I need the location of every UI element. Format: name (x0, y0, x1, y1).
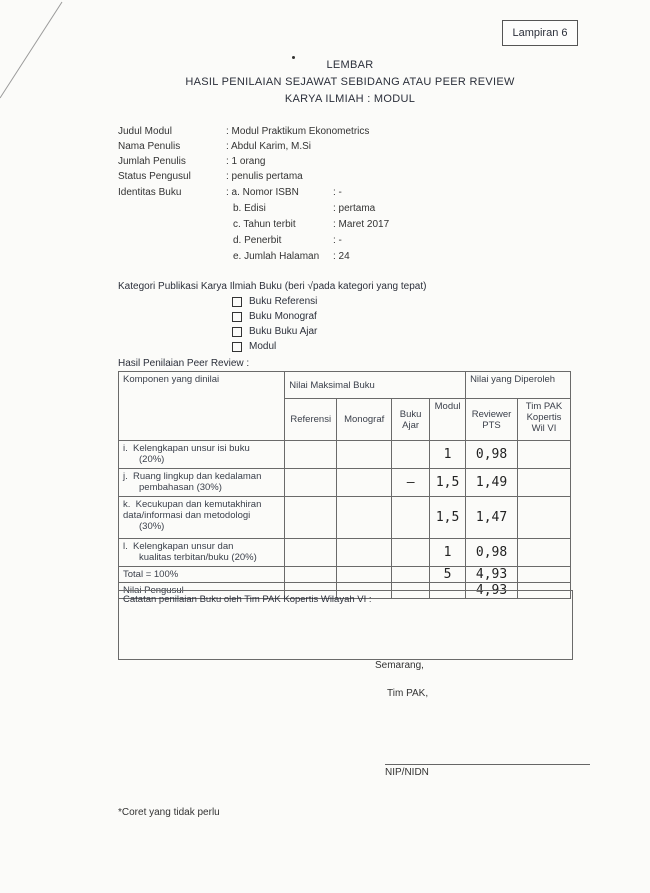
cell-reviewer: 0,98 (466, 441, 518, 469)
cell-buku-ajar (392, 497, 430, 539)
nilai-pengusul-label: Nilai Pengusul (119, 583, 285, 599)
header-modul: Modul (430, 399, 466, 441)
cell-referensi (285, 497, 337, 539)
checkbox-icon[interactable] (232, 342, 242, 352)
review-table (118, 371, 571, 599)
header-line-3: KARYA ILMIAH : MODUL (284, 93, 416, 105)
header-buku-ajar: Buku Ajar (392, 399, 430, 441)
nama-label: Nama Penulis (118, 141, 181, 152)
jumlah-label: Jumlah Penulis (118, 156, 186, 167)
cell-modul: 1,5 (430, 469, 466, 497)
row-number: l. (123, 541, 128, 552)
row-number: k. (123, 499, 131, 510)
scan-corner-fold (0, 0, 70, 100)
header-tim-pak: Tim PAK Kopertis Wil VI (518, 399, 571, 441)
tahun-label: c. Tahun terbit (233, 219, 296, 230)
catatan-box[interactable] (118, 590, 573, 660)
edisi-label: b. Edisi (233, 203, 266, 214)
cell-monograf (337, 469, 392, 497)
cell-tim-pak (518, 497, 571, 539)
nama-value: : Abdul Karim, M.Si (226, 141, 312, 152)
halaman-label: e. Jumlah Halaman (233, 251, 320, 262)
table-row (119, 441, 571, 469)
kategori-option-monograf[interactable] (232, 311, 317, 322)
cell-reviewer: 1,47 (466, 497, 518, 539)
penerbit-value: : - (333, 235, 342, 246)
row-text: Kelengkapan unsur dan (133, 541, 234, 552)
table-row (119, 539, 571, 567)
header-nilai-diperoleh: Nilai yang Diperoleh (466, 372, 571, 399)
row-percentage: (30%) (139, 521, 165, 532)
kategori-option-referensi[interactable] (232, 296, 317, 307)
option-label: Modul (249, 341, 277, 352)
header-komponen: Komponen yang dinilai (119, 372, 285, 441)
jumlah-value: : 1 orang (226, 156, 266, 167)
row-percentage: pembahasan (30%) (139, 482, 222, 493)
footnote: *Coret yang tidak perlu (118, 807, 220, 818)
isbn-label: : a. Nomor ISBN (226, 187, 299, 198)
lampiran-box: Lampiran 6 (502, 20, 578, 46)
checkbox-icon[interactable] (232, 297, 242, 307)
cell-buku-ajar (392, 539, 430, 567)
penerbit-label: d. Penerbit (233, 235, 282, 246)
nilai-pengusul-value: 4,93 (466, 583, 518, 599)
header-monograf: Monograf (337, 399, 392, 441)
checkbox-icon[interactable] (232, 312, 242, 322)
cell-reviewer: 1,49 (466, 469, 518, 497)
cell-tim-pak (518, 469, 571, 497)
cell-tim-pak (518, 567, 571, 583)
table-row (119, 497, 571, 539)
header-referensi: Referensi (285, 399, 337, 441)
cell-referensi (285, 469, 337, 497)
row-text: Kecukupan dan kemutakhiran data/informasi dan metodologi (123, 499, 262, 521)
cell-monograf (337, 441, 392, 469)
row-text: Ruang lingkup dan kedalaman (133, 471, 262, 482)
row-label (119, 469, 285, 497)
header-line-2: HASIL PENILAIAN SEJAWAT SEBIDANG ATAU PEER REVIEW (185, 76, 515, 88)
nip-label: NIP/NIDN (385, 767, 429, 778)
cell-monograf (337, 539, 392, 567)
catatan-label: Catatan penilaian Buku oleh Tim PAK Kopertis Wilayah VI : (123, 594, 372, 605)
table-row (119, 469, 571, 497)
signature-team: Tim PAK, (387, 688, 429, 699)
judul-label: Judul Modul (118, 126, 172, 137)
hasil-title: Hasil Penilaian Peer Review : (118, 358, 250, 369)
cell-monograf (337, 497, 392, 539)
cell-modul: 1 (430, 441, 466, 469)
header-nilai-maksimal: Nilai Maksimal Buku (285, 372, 466, 399)
total-reviewer: 4,93 (466, 567, 518, 583)
option-label: Buku Referensi (249, 296, 318, 307)
cell-buku-ajar: — (392, 469, 430, 497)
kategori-title: Kategori Publikasi Karya Ilmiah Buku (beri √pada kategori yang tepat) (118, 281, 427, 292)
row-label (119, 441, 285, 469)
header-reviewer: Reviewer PTS (466, 399, 518, 441)
kategori-option-modul[interactable] (232, 341, 276, 352)
cell-referensi (285, 441, 337, 469)
judul-value: : Modul Praktikum Ekonometrics (226, 126, 370, 137)
cell-buku-ajar (392, 567, 430, 583)
row-number: j. (123, 471, 128, 482)
option-label: Buku Buku Ajar (249, 326, 318, 337)
total-modul: 5 (430, 567, 466, 583)
kategori-option-buku-ajar[interactable] (232, 326, 317, 337)
option-label: Buku Monograf (249, 311, 317, 322)
cell-reviewer: 0,98 (466, 539, 518, 567)
status-label: Status Pengusul (118, 171, 191, 182)
edisi-value: : pertama (333, 203, 376, 214)
tahun-value: : Maret 2017 (333, 219, 390, 230)
cell-tim-pak (518, 441, 571, 469)
header-line-1: LEMBAR (326, 59, 374, 71)
signature-city: Semarang, (375, 660, 424, 671)
row-label (119, 539, 285, 567)
row-text: Kelengkapan unsur isi buku (133, 443, 250, 454)
isbn-value: : - (333, 187, 342, 198)
cell-tim-pak (518, 539, 571, 567)
status-value: : penulis pertama (226, 171, 303, 182)
checkbox-icon[interactable] (232, 327, 242, 337)
total-row (119, 567, 571, 583)
identitas-label: Identitas Buku (118, 187, 182, 198)
total-label: Total = 100% (119, 567, 285, 583)
row-number: i. (123, 443, 128, 454)
cell-modul: 1,5 (430, 497, 466, 539)
cell-modul: 1 (430, 539, 466, 567)
cell-buku-ajar (392, 441, 430, 469)
halaman-value: : 24 (333, 251, 350, 262)
row-label (119, 497, 285, 539)
signature-line (385, 764, 590, 765)
cell-monograf (337, 567, 392, 583)
cell-referensi (285, 567, 337, 583)
row-percentage: (20%) (139, 454, 165, 465)
row-percentage: kualitas terbitan/buku (20%) (139, 552, 257, 563)
cell-referensi (285, 539, 337, 567)
